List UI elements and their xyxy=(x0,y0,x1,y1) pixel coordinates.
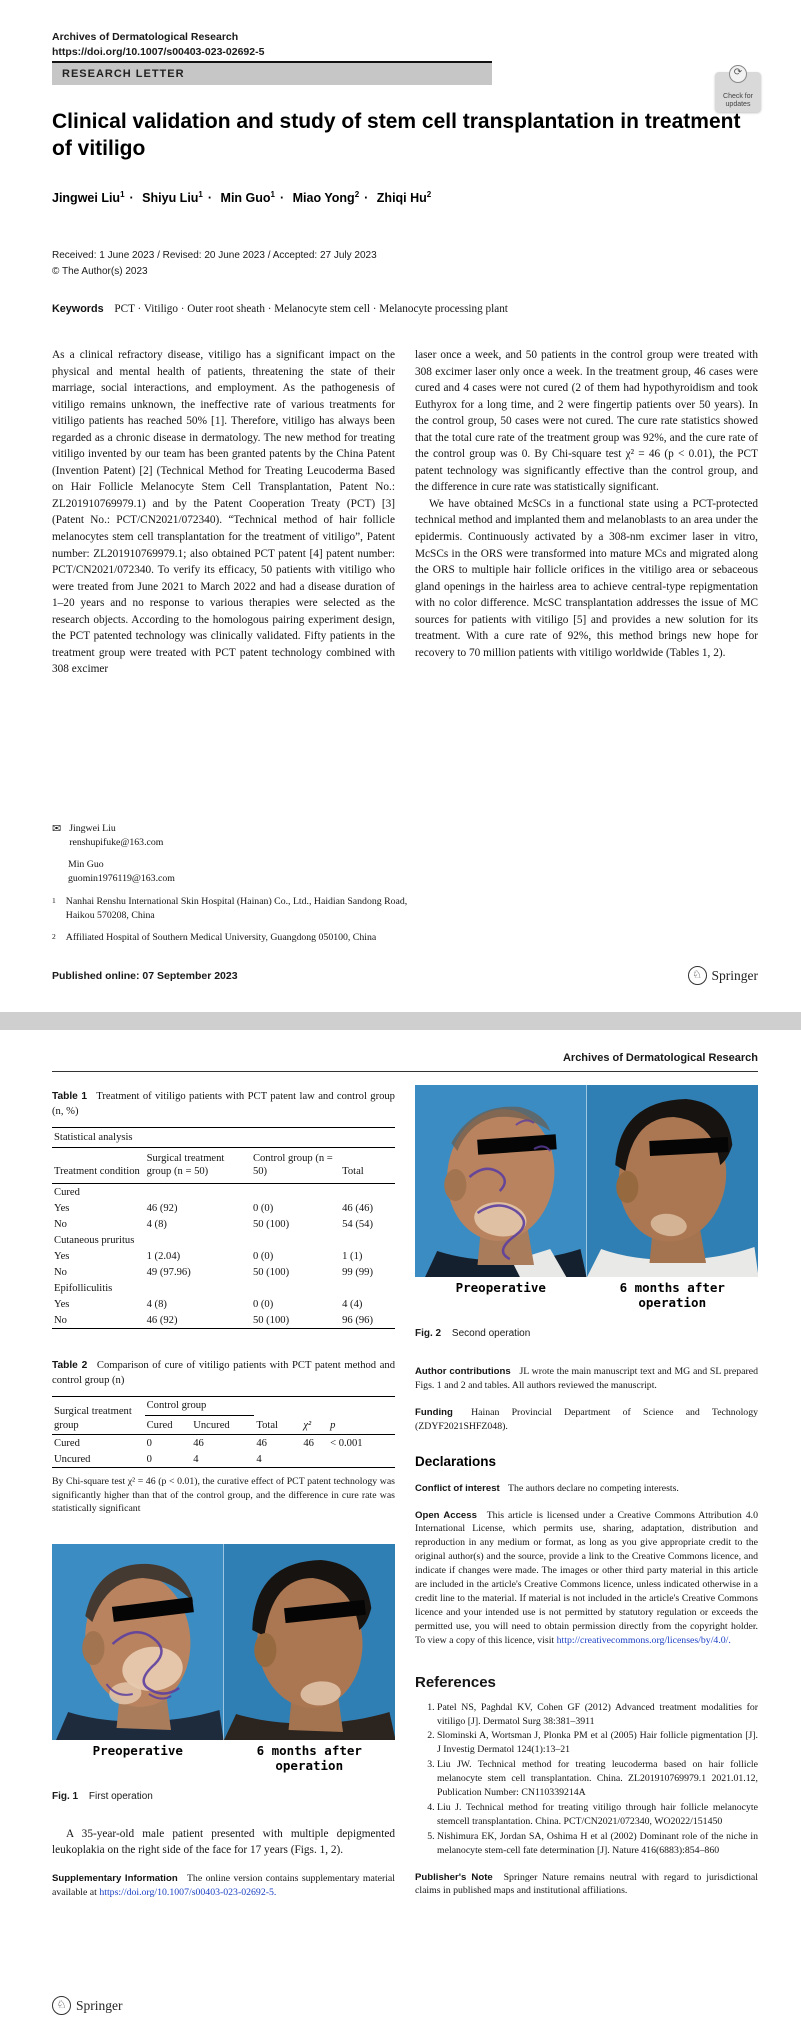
fig1-caption-text: First operation xyxy=(88,1790,153,1802)
author-contributions-label: Author contributions xyxy=(415,1366,511,1377)
journal-name: Archives of Dermatological Research xyxy=(52,31,239,43)
springer-wordmark: Springer xyxy=(711,967,758,983)
table1-caption-text: Treatment of vitiligo patients with PCT patent law and control group (n, %) xyxy=(52,1091,395,1117)
fig2-preoperative-photo xyxy=(415,1085,587,1277)
keywords-line xyxy=(52,303,752,315)
table2-col-header: Total xyxy=(254,1396,301,1434)
publishers-note-text: Springer Nature remains neutral with regard to jurisdictional claims in published maps and institutional affiliations. xyxy=(415,1871,758,1897)
authors-line xyxy=(52,190,431,205)
body-column-left xyxy=(52,347,395,678)
running-head: Archives of Dermatological Research xyxy=(562,1052,758,1064)
correspondent-name: Min Guo xyxy=(68,859,104,871)
figure-1 xyxy=(52,1544,395,1773)
affiliation-sup: 2 xyxy=(52,932,56,942)
affiliation-2 xyxy=(52,931,422,945)
correspondent-email[interactable]: guomin1976119@163.com xyxy=(68,873,175,885)
table2-col-header: Surgical treatment group xyxy=(52,1396,145,1434)
table-row xyxy=(52,1184,395,1201)
fig1-left-label: Preoperative xyxy=(92,1742,183,1758)
running-head-rule xyxy=(52,1071,758,1072)
body-paragraph: laser once a week, and 50 patients in the control group were treated with 308 excimer laser only once a week. In the treatment group, 46 cases were cured and 4 cases were not cured (2 of them had hypothyroidism and took Euthyrox for a long time, and 2 were fingertip patients over 50 years). In the control group, 50 cases were not cured. The cure rate statistics showed that the total cure rate of the treatment group was 92%, and the cure rate of the control group was 0. By Chi-square test χ² = 46 (p < 0.01), the PCT patent technology was significantly effective than the control group, and the difference in cure rate was statistically significant. xyxy=(415,349,758,494)
table2-col-header-p: p xyxy=(328,1396,395,1434)
cell xyxy=(340,1184,395,1201)
table2-footnote: By Chi-square test χ² = 46 (p < 0.01), the curative effect of PCT patent technology was significantly higher than that of the control group, and the difference in cure rate was statistically significant xyxy=(52,1476,395,1515)
table1-header-row xyxy=(52,1147,395,1183)
cell xyxy=(340,1232,395,1248)
springer-horse-icon: ♘ xyxy=(688,966,707,985)
doi-text: https://doi.org/10.1007/s00403-023-02692-5 xyxy=(52,46,265,59)
cell xyxy=(251,1184,340,1201)
conflict-of-interest xyxy=(415,1482,758,1496)
table1-col-header: Control group (n = 50) xyxy=(251,1147,340,1183)
funding-label: Funding xyxy=(415,1406,453,1418)
row-group-label: Epifolliculitis xyxy=(54,1282,113,1294)
fig2-postoperative-photo xyxy=(587,1085,759,1277)
row-label: Yes xyxy=(54,1202,70,1214)
author-name: Min Guo xyxy=(220,191,271,206)
table-row xyxy=(52,1312,395,1329)
cell: 4 (8) xyxy=(146,1218,167,1230)
page-2 xyxy=(0,1030,801,2042)
correspondence-minguo xyxy=(52,858,422,885)
check-for-updates-badge[interactable] xyxy=(715,67,761,112)
fig2-left-label: Preoperative xyxy=(455,1280,546,1295)
cell: 46 (92) xyxy=(146,1202,178,1214)
correspondence-jingwei xyxy=(52,822,422,849)
table2-col-header: Control group xyxy=(145,1396,255,1415)
page2-column-left xyxy=(52,1090,395,1900)
published-online: Published online: 07 September 2023 xyxy=(52,969,238,982)
springer-wordmark: Springer xyxy=(76,1997,123,2013)
body-paragraph: As a clinical refractory disease, vitiligo has a significant impact on the physical and mental health of patients, threatening the state of their marriage, social interactions, and employment. As the pathogenesis of vitiligo remains unknown, the ineffective rate of various treatments for vitiligo patients has reached 50% [1]. Therefore, vitiligo has always been regarded as a chronic disease in dermatology. The new method for treating vitiligo invented by our team has been granted patents by the China Patent (Invention Patent) [2] (Technical Method for Treating Leucoderma Based on Hair Follicle Melanocyte Stem Cell Transplantation, Patent No.: ZL201910769979.1) and by the Patent Cooperation Treaty (PCT) [3] (Patent No.: PCT/CN2021/072340). “Technical method of hair follicle melanocytes stem cell transplantation for the treatment of vitiligo”, Patent number: ZL201910769979.1; also obtained PCT patent [4] patent number: PCT/CN2021/072340. To verify its efficacy, 50 patients with vitiligo who were treated from June 2021 to March 2022 and had a disease duration of 1–20 years and no response to various therapies were selected as the research objects. According to the homologous pairing experiment design, the PCT patented technology was clinically validated. Fifty patients in the treatment group were treated with PCT patent technology combined with 308 excimer xyxy=(52,349,395,676)
table-row xyxy=(52,1280,395,1296)
table1-caption xyxy=(52,1090,395,1120)
author-name: Jingwei Liu xyxy=(52,191,121,206)
reference-item: 5. Nishimura EK, Jordan SA, Oshima H et al (2002) Dominant role of the niche in melanocyte stem-cell fate determination [J]. Nature 416(6883):854–860 xyxy=(437,1830,758,1858)
open-access xyxy=(415,1509,758,1648)
article-dates xyxy=(52,248,377,279)
author-contributions xyxy=(415,1365,758,1393)
table-row xyxy=(52,1232,395,1248)
cell: 4 xyxy=(193,1453,199,1465)
keywords-text: PCT · Vitiligo · Outer root sheath · Melanocyte stem cell · Melanocyte processing plant xyxy=(114,303,508,315)
author-separator: · xyxy=(279,191,285,206)
body-columns xyxy=(52,347,758,678)
author-name: Miao Yong xyxy=(292,191,355,206)
cell: 0 (0) xyxy=(252,1202,274,1214)
supplementary-text: The online version contains supplementary material available at xyxy=(52,1872,395,1898)
supplementary-doi-link[interactable]: https://doi.org/10.1007/s00403-023-02692-5. xyxy=(99,1886,277,1898)
cell xyxy=(301,1451,328,1468)
table1-col-header: Surgical treatment group (n = 50) xyxy=(145,1147,251,1183)
cell xyxy=(328,1451,395,1468)
cell: 0 (0) xyxy=(252,1298,274,1310)
row-label: No xyxy=(54,1314,67,1326)
cell: 46 xyxy=(256,1437,267,1449)
figure-1-images xyxy=(52,1544,395,1740)
cell: 50 (100) xyxy=(252,1314,290,1326)
affiliation-text: Affiliated Hospital of Southern Medical University, Guangdong 050100, China xyxy=(65,932,377,944)
figure-2-panel-labels xyxy=(415,1277,758,1310)
springer-logo xyxy=(688,966,759,985)
cell: 1 (1) xyxy=(342,1250,363,1262)
row-label: Cured xyxy=(54,1437,80,1449)
body-column-right xyxy=(415,347,758,678)
table2-subcol-header: Cured xyxy=(145,1416,192,1435)
cell: 4 (4) xyxy=(342,1298,363,1310)
cell: 50 (100) xyxy=(252,1266,290,1278)
references-list xyxy=(415,1701,758,1858)
correspondent-name: Jingwei Liu xyxy=(69,823,116,834)
cell: 4 (8) xyxy=(146,1298,167,1310)
cell: 46 xyxy=(193,1437,204,1449)
row-label: Yes xyxy=(54,1298,70,1310)
cell: 1 (2.04) xyxy=(146,1250,181,1262)
table2-col-header-chi: χ² xyxy=(301,1396,328,1434)
affiliation-1 xyxy=(52,895,422,922)
fig1-right-label: 6 months after operation xyxy=(256,1742,362,1773)
page-title: Clinical validation and study of stem cell transplantation in treatment of vitiligo xyxy=(52,110,741,161)
author-affiliation-sup: 1 xyxy=(270,190,275,199)
row-group-label: Cured xyxy=(54,1186,80,1198)
row-label: No xyxy=(54,1266,67,1278)
reference-item: 1. Patel NS, Paghdal KV, Cohen GF (2012) Advanced treatment modalities for vitiligo [J]. Dermatol Surg 38:381–3911 xyxy=(437,1701,758,1729)
correspondence-entry xyxy=(68,858,175,885)
figure-2-caption xyxy=(415,1328,758,1339)
author-name: Zhiqi Hu xyxy=(376,191,427,206)
reference-item: 4. Liu J. Technical method for treating vitiligo through hair follicle melanocyte stemcell transplantation. China. PCT/CN2021/072340, WO2022/151450 xyxy=(437,1801,758,1829)
keywords-label: Keywords xyxy=(52,303,104,315)
cell xyxy=(145,1184,251,1201)
cell: < 0.001 xyxy=(330,1437,363,1449)
cell xyxy=(145,1232,251,1248)
cell: 99 (99) xyxy=(342,1266,374,1278)
open-access-text: This article is licensed under a Creative Commons Attribution 4.0 International License, which permits use, sharing, adaptation, distribution and reproduction in any medium or format, as long as you give appropriate credit to the original author(s) and the source, provide a link to the Creative Commons licence, and indicate if changes were made. The images or other third party material in this article are included in the article's Creative Commons licence, unless indicated otherwise in a credit line to the material. If material is not included in the article's Creative Commons licence and your intended use is not permitted by statutory regulation or exceeds the permitted use, you will need to obtain permission directly from the copyright holder. To view a copy of this licence, visit xyxy=(415,1509,758,1646)
page2-column-right xyxy=(415,1085,758,1898)
table-row xyxy=(52,1248,395,1264)
fig1-postoperative-photo xyxy=(224,1544,396,1740)
page-1 xyxy=(0,0,801,1012)
author-affiliation-sup: 1 xyxy=(198,190,203,199)
table-row xyxy=(52,1216,395,1232)
table2-subcol-header: Uncured xyxy=(191,1416,254,1435)
footnote-block xyxy=(52,822,422,945)
open-access-label: Open Access xyxy=(415,1509,477,1521)
table2-label: Table 2 xyxy=(52,1360,88,1372)
supplementary-info xyxy=(52,1872,395,1900)
cell: 46 (46) xyxy=(342,1202,374,1214)
springer-logo xyxy=(52,1996,123,2015)
row-label: No xyxy=(54,1218,67,1230)
table1 xyxy=(52,1127,395,1329)
journal-header xyxy=(52,30,264,60)
figure-2-images xyxy=(415,1085,758,1277)
affiliation-text: Nanhai Renshu International Skin Hospital (Hainan) Co., Ltd., Haidian Sandong Road, Haikou 570208, China xyxy=(65,895,408,921)
cell: 0 (0) xyxy=(252,1250,274,1262)
table-row xyxy=(52,1435,395,1452)
table2-caption-text: Comparison of cure of vitiligo patients with PCT patent method and control group (n) xyxy=(52,1360,395,1386)
table-row xyxy=(52,1200,395,1216)
table-row xyxy=(52,1451,395,1468)
funding-text: Hainan Provincial Department of Science and Technology (ZDYF2021SHFZ048). xyxy=(415,1406,759,1432)
table1-subhead: Statistical analysis xyxy=(52,1127,395,1147)
author-separator: · xyxy=(129,191,134,206)
cell: 49 (97.96) xyxy=(146,1266,191,1278)
table2 xyxy=(52,1396,395,1468)
cell: 0 xyxy=(146,1453,152,1465)
table2-caption xyxy=(52,1359,395,1389)
author-affiliation-sup: 2 xyxy=(426,190,432,199)
references-heading: References xyxy=(415,1673,496,1691)
cell: 54 (54) xyxy=(342,1218,374,1230)
conflict-text: The authors declare no competing interests. xyxy=(508,1482,679,1494)
publish-row xyxy=(52,966,758,985)
row-label: Yes xyxy=(54,1250,70,1262)
declarations-heading: Declarations xyxy=(415,1453,497,1469)
cell: 4 xyxy=(256,1453,262,1465)
conflict-label: Conflict of interest xyxy=(415,1482,500,1494)
publishers-note xyxy=(415,1871,758,1899)
figure-1-caption xyxy=(52,1791,395,1802)
table-row xyxy=(52,1296,395,1312)
fig2-caption-text: Second operation xyxy=(451,1328,531,1339)
author-contributions-text: JL wrote the main manuscript text and MG and SL prepared Figs. 1 and 2 and tables. All authors reviewed the manuscript. xyxy=(415,1366,759,1391)
cell xyxy=(145,1280,251,1296)
received-revised-accepted: Received: 1 June 2023 / Revised: 20 June 2023 / Accepted: 27 July 2023 xyxy=(52,250,377,261)
creative-commons-link[interactable]: http://creativecommons.org/licenses/by/4.0/. xyxy=(556,1634,731,1646)
table1-label: Table 1 xyxy=(52,1091,88,1102)
envelope-icon: ✉ xyxy=(52,823,62,835)
funding xyxy=(415,1406,758,1434)
cell xyxy=(251,1232,340,1248)
fig2-label: Fig. 2 xyxy=(415,1328,442,1339)
author-separator: · xyxy=(364,191,369,206)
fig2-right-label: 6 months after operation xyxy=(619,1280,725,1310)
reference-item: 3. Liu JW. Technical method for treating leucoderma based on hair follicle melanocyte stem cell transplantation. China. ZL201910769979.1 2021.01.12, Publication Number: CN110339214A xyxy=(437,1758,758,1800)
cell: 46 (92) xyxy=(146,1314,178,1326)
table2-header-row1 xyxy=(52,1396,395,1415)
cell: 0 xyxy=(146,1437,152,1449)
fig1-preoperative-photo xyxy=(52,1544,224,1740)
row-label: Uncured xyxy=(54,1453,91,1465)
cell: 50 (100) xyxy=(252,1218,290,1230)
reference-item: 2. Slominski A, Wortsman J, Plonka PM et al (2005) Hair follicle pigmentation [J]. J Investig Dermatol 124(1):13–21 xyxy=(437,1729,758,1757)
affiliation-sup: 1 xyxy=(52,895,56,905)
copyright-line: © The Author(s) 2023 xyxy=(52,265,148,277)
figure-2 xyxy=(415,1085,758,1310)
cell: 46 xyxy=(303,1437,314,1449)
fig1-label: Fig. 1 xyxy=(52,1790,79,1802)
patient-paragraph: A 35-year-old male patient presented with multiple depigmented leukoplakia on the right side of the face for 17 years (Figs. 1, 2). xyxy=(52,1827,395,1857)
figure-1-panel-labels xyxy=(52,1740,395,1773)
author-affiliation-sup: 1 xyxy=(120,190,125,199)
correspondent-email[interactable]: renshupifuke@163.com xyxy=(69,836,164,848)
row-group-label: Cutaneous pruritus xyxy=(54,1234,135,1246)
springer-horse-icon: ♘ xyxy=(52,1996,71,2015)
cell xyxy=(340,1280,395,1296)
table1-col-header: Treatment condition xyxy=(52,1147,145,1183)
author-separator: · xyxy=(207,191,213,206)
body-paragraph: We have obtained McSCs in a functional state using a PCT-protected technical method and implanted them and melanoblasts to an area under the epidermis. Continuously activated by a 308-nm excimer laser in vitro, McSCs in the ORS were transformed into mature MCs and migrated along the ORS to multiple hair follicle orifices in the vitiligo area or sebaceous gland openings in the hairless area to achieve central-type repigmentation with no color difference. McSC transplantation addresses the issue of MC sources for patients with vitiligo [5] and provides a new solution for its treatment. With a cure rate of 92%, this method brings new hope for recovery to 70 million patients with vitiligo worldwide (Tables 1, 2). xyxy=(415,497,758,659)
author-name: Shiyu Liu xyxy=(142,191,199,206)
article-type-banner: RESEARCH LETTER xyxy=(52,63,492,85)
table-row xyxy=(52,1264,395,1280)
check-updates-label: Check for updates xyxy=(723,92,753,108)
correspondence-entry xyxy=(69,822,163,849)
publishers-note-label: Publisher's Note xyxy=(415,1871,493,1883)
cell xyxy=(251,1280,340,1296)
supplementary-label: Supplementary Information xyxy=(52,1872,178,1884)
check-updates-icon: ⟳ xyxy=(729,65,747,83)
cell: 96 (96) xyxy=(342,1314,374,1326)
table1-col-header: Total xyxy=(340,1147,395,1183)
author-affiliation-sup: 2 xyxy=(354,190,360,199)
